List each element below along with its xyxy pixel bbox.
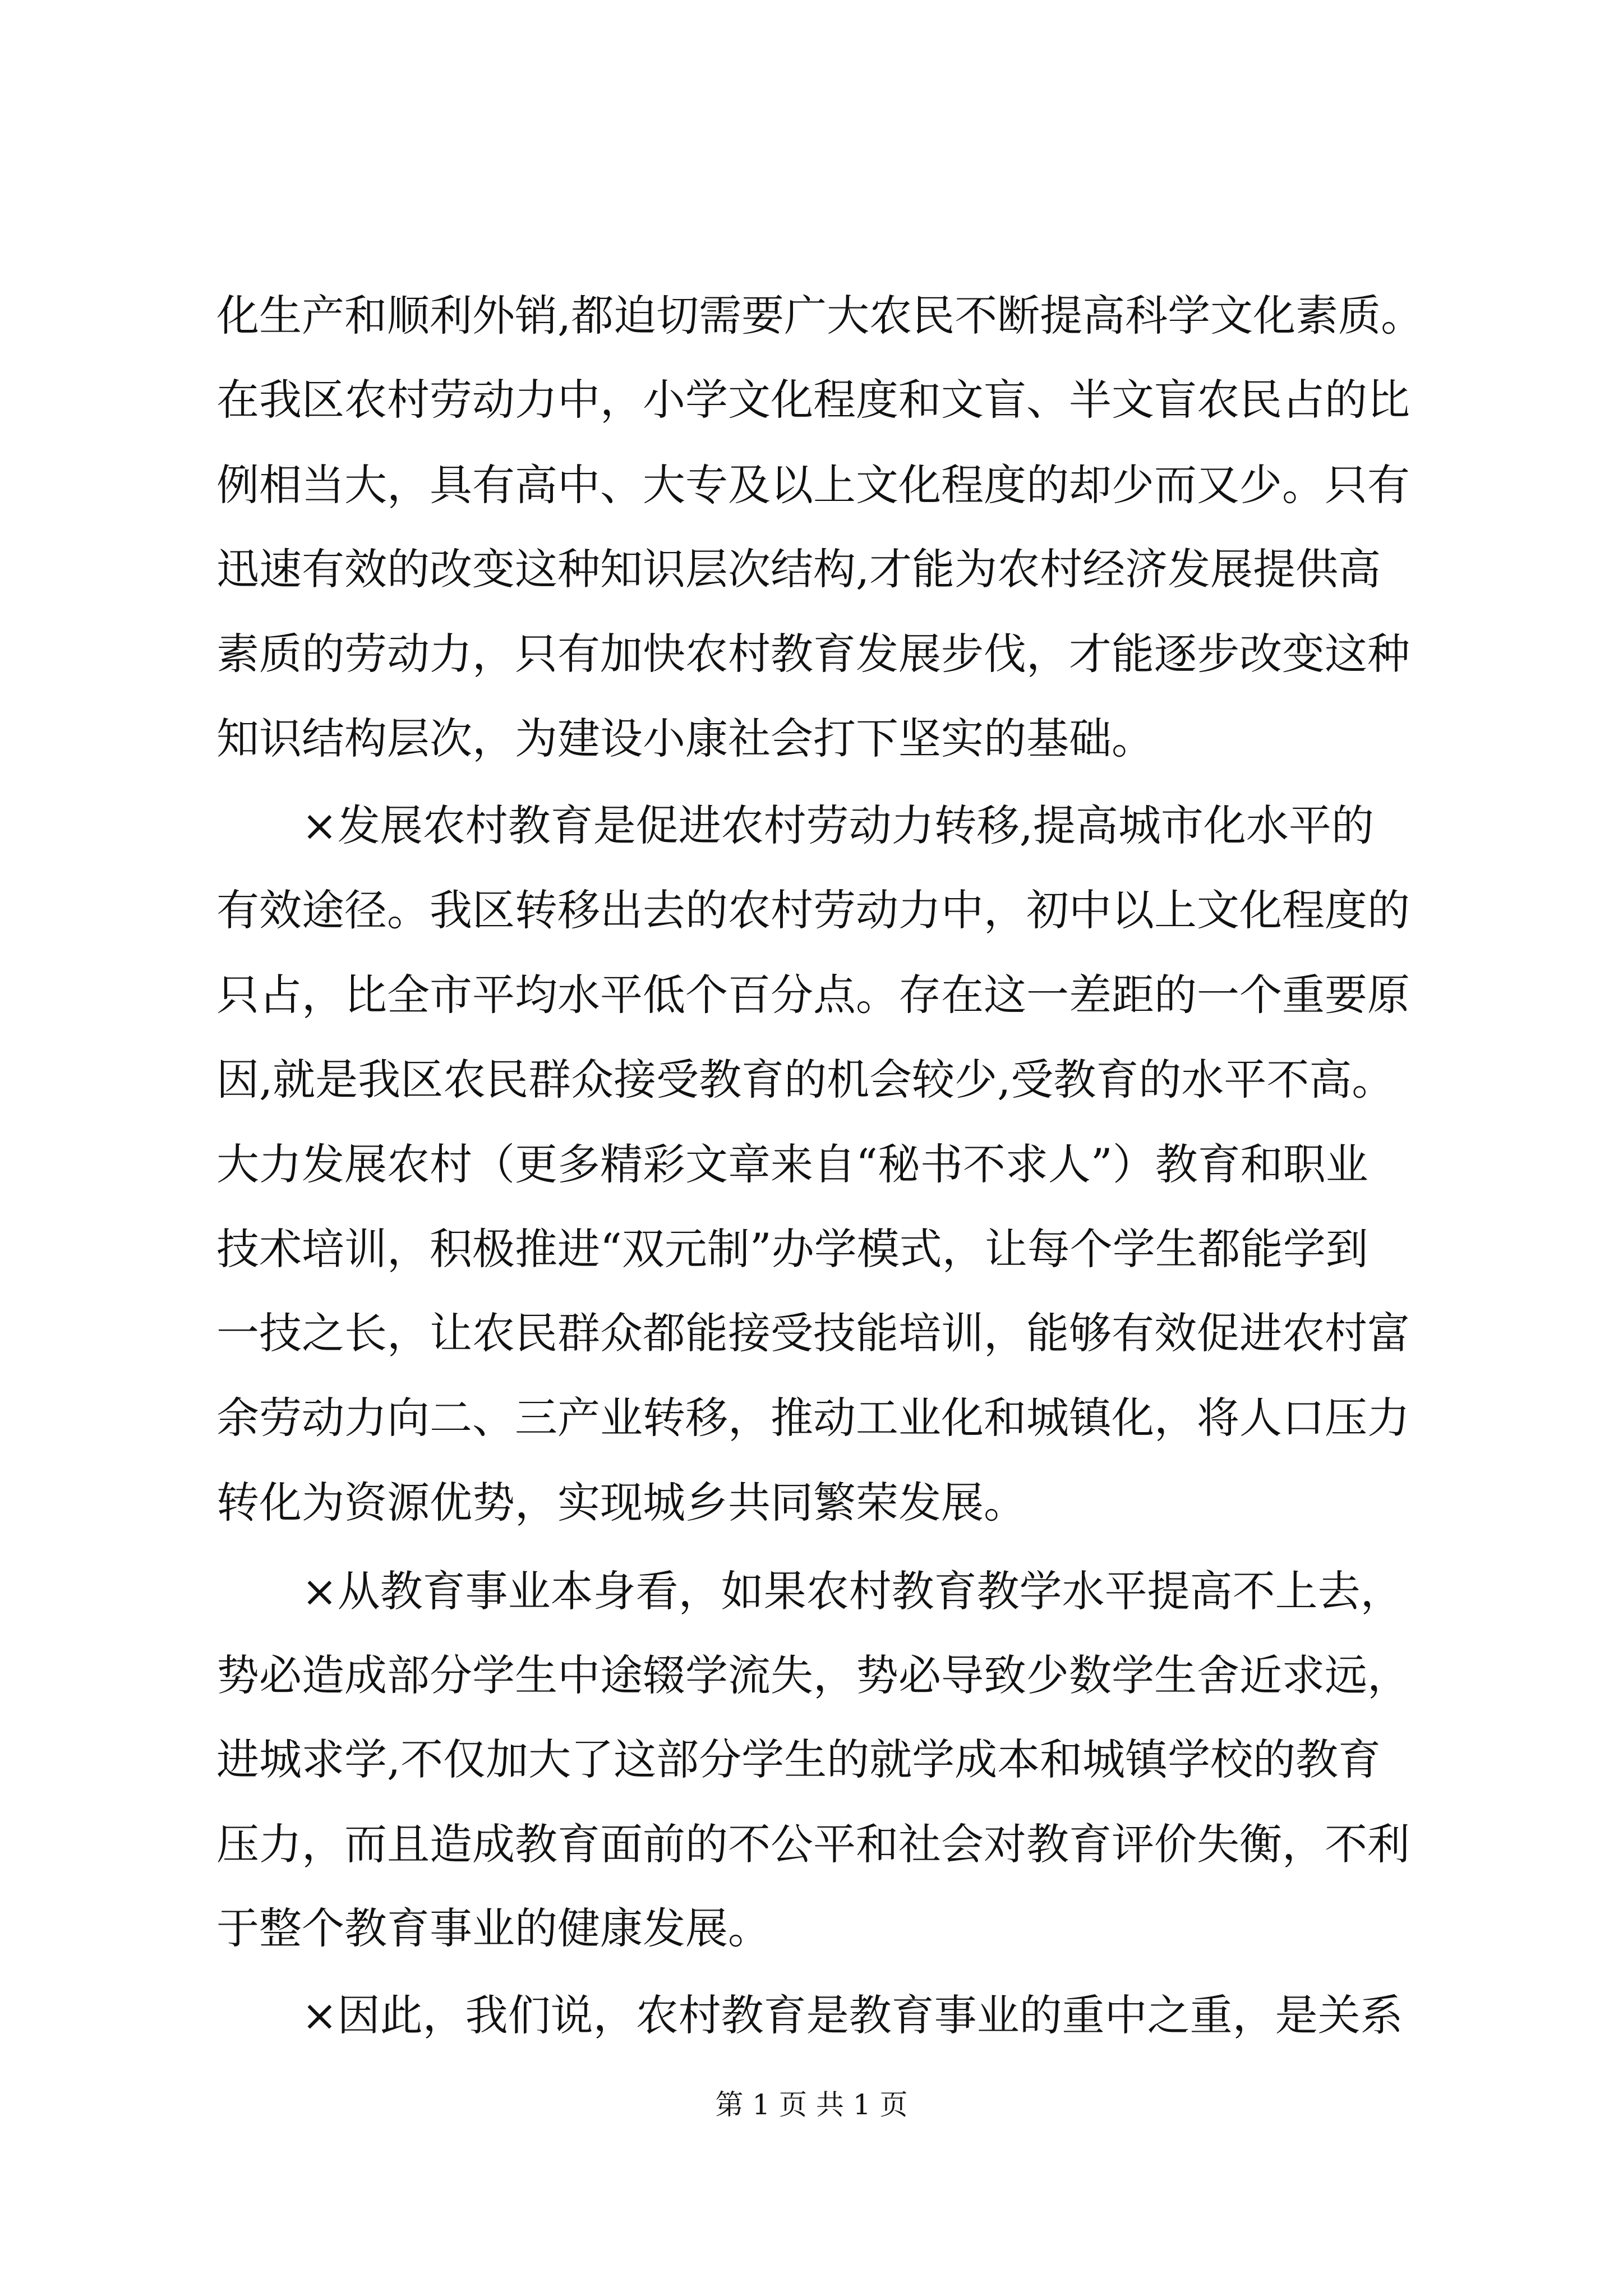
text-line: 大力发展农村（更多精彩文章来自“秘书不求人”）教育和职业 bbox=[216, 1139, 1368, 1189]
text-line: 余劳动力向二、三产业转移，推动工业化和城镇化，将人口压力 bbox=[216, 1393, 1410, 1443]
paragraph-start-line: ×发展农村教育是促进农村劳动力转移,提高城市化水平的 bbox=[302, 800, 1374, 850]
text-line: 进城求学,不仅加大了这部分学生的就学成本和城镇学校的教育 bbox=[216, 1734, 1381, 1784]
page-number-footer: 第 1 页 共 1 页 bbox=[715, 2088, 908, 2121]
text-line: 势必造成部分学生中途辍学流失，势必导致少数学生舍近求远， bbox=[216, 1650, 1410, 1700]
paragraph-start-line: ×从教育事业本身看，如果农村教育教学水平提高不上去， bbox=[302, 1566, 1403, 1616]
text-line: 素质的劳动力，只有加快农村教育发展步伐，才能逐步改变这种 bbox=[216, 629, 1410, 679]
text-line: 一技之长，让农民群众都能接受技能培训，能够有效促进农村富 bbox=[216, 1308, 1410, 1358]
paragraph-start-line: ×因此，我们说，农村教育是教育事业的重中之重，是关系 bbox=[302, 1990, 1403, 2040]
text-line: 压力，而且造成教育面前的不公平和社会对教育评价失衡，不利 bbox=[216, 1819, 1410, 1869]
text-line: 转化为资源优势，实现城乡共同繁荣发展。 bbox=[216, 1478, 1026, 1527]
text-line: 在我区农村劳动力中，小学文化程度和文盲、半文盲农民占的比 bbox=[216, 375, 1410, 425]
text-line: 因,就是我区农民群众接受教育的机会较少,受教育的水平不高。 bbox=[216, 1055, 1395, 1105]
text-line: 于整个教育事业的健康发展。 bbox=[216, 1903, 771, 1953]
text-line: 只占，比全市平均水平低个百分点。存在这一差距的一个重要原 bbox=[216, 970, 1410, 1020]
text-line: 例相当大，具有高中、大专及以上文化程度的却少而又少。只有 bbox=[216, 460, 1410, 510]
text-line: 有效途径。我区转移出去的农村劳动力中，初中以上文化程度的 bbox=[216, 885, 1410, 935]
text-line: 技术培训，积极推进“双元制”办学模式，让每个学生都能学到 bbox=[216, 1224, 1368, 1274]
text-line: 化生产和顺利外销,都迫切需要广大农民不断提高科学文化素质。 bbox=[216, 291, 1424, 341]
text-line: 知识结构层次，为建设小康社会打下坚实的基础。 bbox=[216, 714, 1154, 763]
text-line: 迅速有效的改变这种知识层次结构,才能为农村经济发展提供高 bbox=[216, 544, 1381, 594]
